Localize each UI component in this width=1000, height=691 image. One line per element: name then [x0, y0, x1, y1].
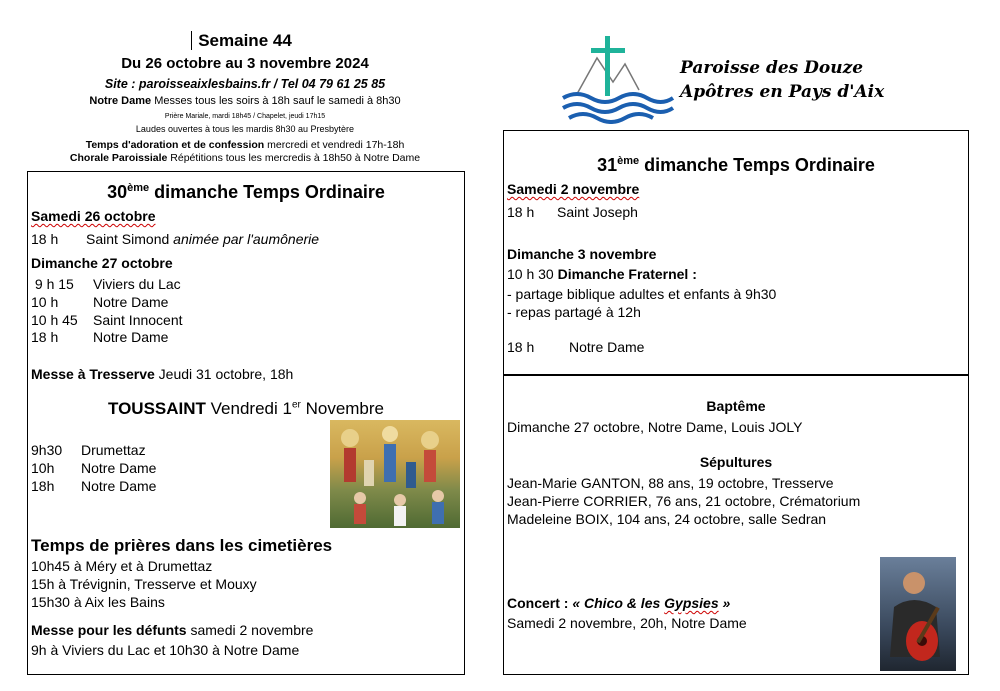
notre-dame-line [20, 95, 470, 107]
cimetieres-line-1: 10h45 à Méry et à Drumettaz [31, 558, 213, 574]
bapteme-line: Dimanche 27 octobre, Notre Dame, Louis JOLY [507, 419, 803, 435]
fraternel-item-2: - repas partagé à 12h [507, 304, 641, 320]
concert-photo [880, 557, 956, 671]
adoration-label: Temps d'adoration et de confession [85, 139, 265, 151]
toussaint-painting [330, 420, 460, 528]
right-box-divider [503, 374, 969, 376]
defunts-detail: 9h à Viviers du Lac et 10h30 à Notre Dame [31, 642, 300, 658]
chorale-text: Répétitions tous les mercredis à 18h50 à Notre Dame [170, 152, 421, 164]
notre-dame-text: Messes tous les soirs à 18h sauf le samedi à 8h30 [154, 95, 401, 107]
cimetieres-line-2: 15h à Trévignin, Tresserve et Mouxy [31, 576, 257, 592]
chorale-line [20, 152, 470, 164]
sepulture-line-3: Madeleine BOIX, 104 ans, 24 octobre, salle Sedran [507, 511, 827, 527]
tresserve-line: Messe à Tresserve Jeudi 31 octobre, 18h [31, 366, 294, 382]
left-saturday-row: 18 h Saint Simond animée par l'aumônerie [31, 231, 320, 247]
concert-detail: Samedi 2 novembre, 20h, Notre Dame [507, 615, 747, 631]
left-sunday-label: Dimanche 27 octobre [31, 255, 173, 271]
logo-line-2: Apôtres en Pays d'Aix [680, 82, 885, 102]
sepulture-line-1: Jean-Marie GANTON, 88 ans, 19 octobre, Tresserve [507, 475, 834, 491]
week-title: Semaine 44 [198, 31, 292, 50]
left-sunday-row-3: 10 h 45 Saint Innocent [31, 312, 183, 328]
adoration-text: mercredi et vendredi 17h-18h [267, 139, 405, 151]
site-line: Site : paroisseaixlesbains.fr / Tel 04 79 61 25 85 [104, 77, 386, 91]
painting-figures-icon [330, 420, 460, 528]
left-title: 30ème dimanche Temps Ordinaire [107, 182, 385, 202]
left-saturday-label: Samedi 26 octobre [31, 208, 156, 224]
chorale-label: Chorale Paroissiale [69, 152, 168, 164]
guitarist-icon [880, 557, 956, 671]
left-sunday-row-2: 10 h Notre Dame [31, 294, 169, 310]
fraternel-item-1: - partage biblique adultes et enfants à 9h30 [507, 286, 777, 302]
concert-line: Concert : « Chico & les Gypsies » [507, 595, 731, 611]
right-saturday-row: 18 h Saint Joseph [507, 204, 638, 220]
toussaint-row-3: 18h Notre Dame [31, 478, 157, 494]
priere-line: Prière Mariale, mardi 18h45 / Chapelet, jeudi 17h15 [164, 113, 326, 120]
laudes-line: Laudes ouvertes à tous les mardis 8h30 au Presbytère [135, 124, 355, 134]
toussaint-row-1: 9h30 Drumettaz [31, 442, 146, 458]
cimetieres-line-3: 15h30 à Aix les Bains [31, 594, 165, 610]
text-cursor [191, 31, 192, 50]
logo-line-1: Paroisse des Douze [680, 58, 864, 78]
sepultures-title: Sépultures [699, 454, 773, 470]
right-title: 31ème dimanche Temps Ordinaire [597, 155, 875, 175]
fraternel-line: 10 h 30 Dimanche Fraternel : [507, 266, 697, 282]
right-saturday-label: Samedi 2 novembre [507, 181, 640, 197]
sepulture-line-2: Jean-Pierre CORRIER, 76 ans, 21 octobre, Crématorium [507, 493, 861, 509]
left-sunday-row-1: 9 h 15 Viviers du Lac [31, 276, 181, 292]
cimetieres-title: Temps de prières dans les cimetières [31, 536, 333, 555]
toussaint-title: TOUSSAINT Vendredi 1er Novembre [108, 399, 384, 418]
left-sunday-row-4: 18 h Notre Dame [31, 329, 169, 345]
adoration-line [20, 139, 470, 151]
parish-logo-icon [555, 34, 675, 124]
right-sunday-label: Dimanche 3 novembre [507, 246, 657, 262]
defunts-line: Messe pour les défunts samedi 2 novembre [31, 622, 314, 638]
toussaint-row-2: 10h Notre Dame [31, 460, 157, 476]
bapteme-title: Baptême [706, 398, 766, 414]
week-dates: Du 26 octobre au 3 novembre 2024 [121, 55, 369, 72]
right-evening-row: 18 h Notre Dame [507, 339, 645, 355]
notre-dame-label: Notre Dame [89, 95, 152, 107]
